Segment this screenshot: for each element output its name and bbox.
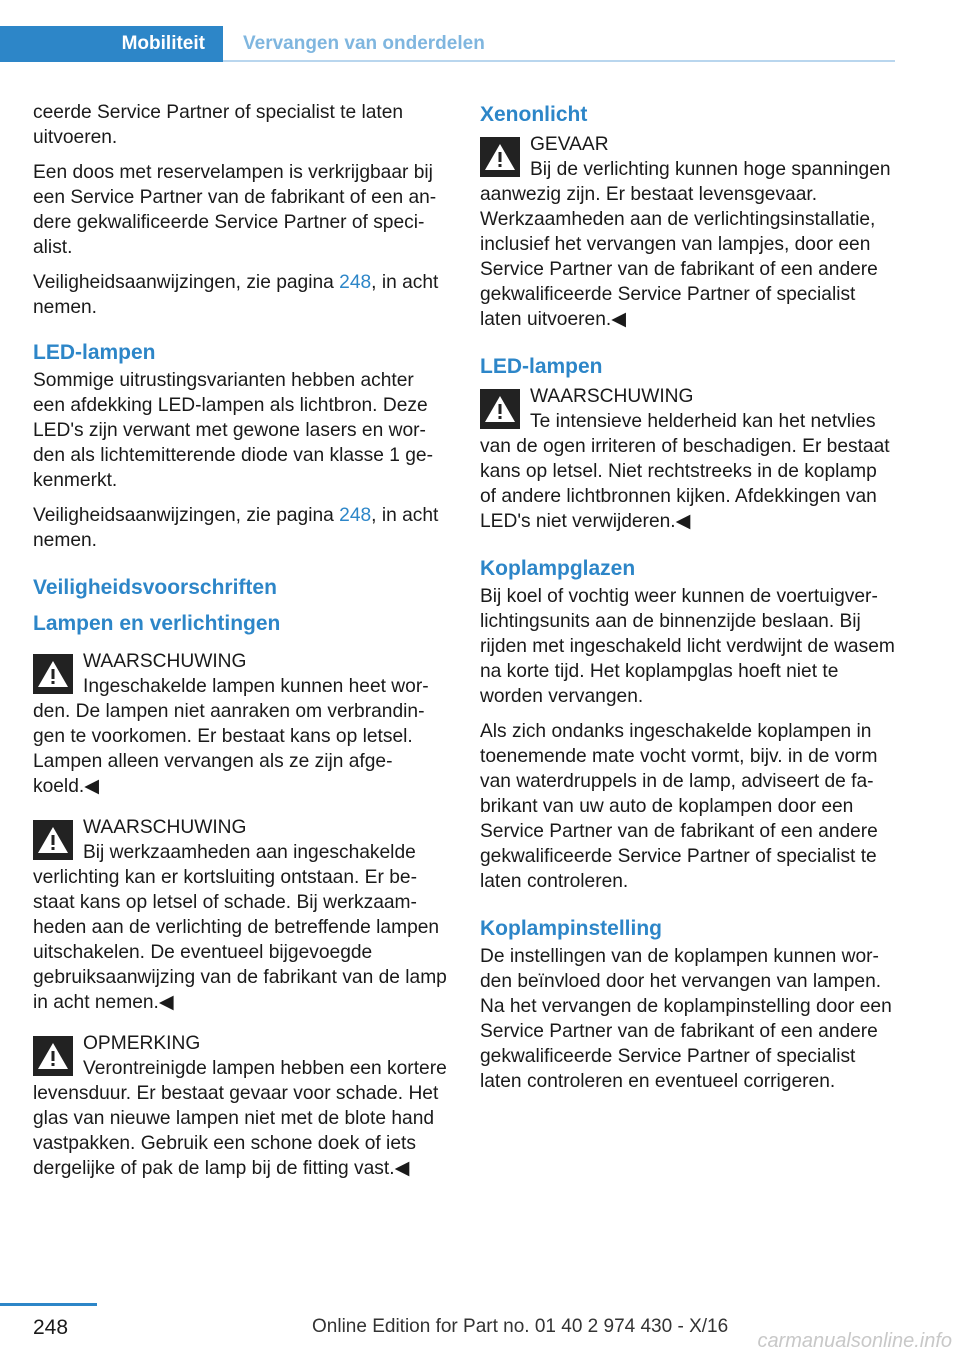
notice-text: Verontreinigde lampen hebben een kortere levensduur. Er bestaat gevaar voor schade. Het glas van nieuwe lampen niet met de blote hand vastpakken. Gebruik een schone doek of iets dergelijke of pak de lamp bij de fitting vast.◀ — [33, 1058, 447, 1179]
paragraph: Veiligheidsaanwijzingen, zie pagina 248, in acht nemen. — [33, 272, 439, 318]
edition-footer: Online Edition for Part no. 01 40 2 974 430 - X/16 — [312, 1316, 729, 1337]
warning-block — [480, 384, 896, 534]
warning-block — [33, 815, 448, 1015]
page-link[interactable]: 248 — [339, 272, 372, 293]
heading-led-lampen: LED-lampen — [480, 355, 603, 378]
paragraph: Sommige uitrustingsvarianten hebben achter een afdekking LED-lampen als lichtbron. Deze LED's zijn verwant met gewone lasers en worden als lichtemitterende diode van klasse 1 gekenmerkt. — [33, 370, 433, 491]
warning-label: WAARSCHUWING — [530, 386, 694, 407]
warning-triangle-icon — [33, 654, 73, 694]
right-column — [480, 100, 896, 1104]
watermark: carmanualsonline.info — [757, 1330, 952, 1352]
danger-label: GEVAAR — [530, 134, 609, 155]
heading-led-lampen: LED-lampen — [33, 341, 156, 364]
paragraph: Als zich ondanks ingeschakelde koplampen in toenemende mate vocht vormt, bijv. in de vorm van waterdruppels in de lamp, adviseert de fabrikant van uw auto de koplampen door een Service Partner van de fabrikant of een andere gekwalificeerde Service Partner of specialist te laten controleren. — [480, 721, 878, 892]
chapter-tab[interactable]: Mobiliteit — [0, 26, 223, 62]
heading-veiligheidsvoorschriften: Veiligheidsvoorschriften — [33, 576, 277, 599]
warning-triangle-icon — [480, 137, 520, 177]
heading-xenonlicht: Xenonlicht — [480, 103, 588, 126]
heading-koplampinstelling: Koplampinstelling — [480, 917, 663, 940]
warning-text: Bij werkzaamheden aan ingeschakelde verlichting kan er kortsluiting ontstaan. Er bestaat kans op letsel of schade. Bij werkzaamheden aan de verlichting de betreffende lampen uitschakelen. De eventueel bijgevoegde gebruiksaanwijzing van de fabrikant van de lamp in acht nemen.◀ — [33, 842, 447, 1013]
warning-text: Ingeschakelde lampen kunnen heet worden. De lampen niet aanraken om verbrandingen te voorkomen. Er bestaat kans op letsel. Lampen alleen vervangen als ze zijn afgekoeld.◀ — [33, 676, 429, 797]
warning-triangle-icon — [33, 820, 73, 860]
page-number-bar — [0, 1303, 97, 1306]
heading-koplampglazen: Koplampglazen — [480, 557, 636, 580]
danger-text: Bij de verlichting kunnen hoge spanningen aanwezig zijn. Er bestaat levensgevaar. Werkzaamheden aan de verlichtingsinstallatie, inclusief het vervangen van lampjes, door een Service Partner van de fabrikant of een andere gekwalificeerde Service Partner of specialist laten uitvoeren.◀ — [480, 159, 891, 330]
warning-text: Te intensieve helderheid kan het netvlies van de ogen irriteren of beschadigen. Er bestaat kans op letsel. Niet rechtstreeks in de koplamp of andere lichtbronnen kijken. Afdekkingen van LED's niet verwijderen.◀ — [480, 411, 890, 532]
paragraph: De instellingen van de koplampen kunnen worden beïnvloed door het vervangen van lampen. Na het vervangen de koplampinstelling door een Service Partner van de fabrikant of een andere gekwalificeerde Service Partner of specialist laten controleren en eventueel corrigeren. — [480, 946, 892, 1092]
warning-block — [33, 649, 448, 799]
paragraph: Veiligheidsaanwijzingen, zie pagina 248, in acht nemen. — [33, 505, 439, 551]
page-header — [0, 0, 895, 62]
page-number: 248 — [33, 1316, 69, 1339]
paragraph: Een doos met reservelampen is verkrijgbaar bij een Service Partner van de fabrikant of een andere gekwalificeerde Service Partner of specialist. — [33, 162, 437, 258]
header-rule — [223, 60, 895, 62]
warning-triangle-icon — [33, 1036, 73, 1076]
warning-label: WAARSCHUWING — [83, 817, 247, 838]
notice-label: OPMERKING — [83, 1033, 201, 1054]
left-column — [33, 100, 448, 1197]
page-link[interactable]: 248 — [339, 505, 372, 526]
paragraph: Bij koel of vochtig weer kunnen de voertuigverlichtingsunits aan de binnenzijde beslaan. Bij rijden met ingeschakeld licht verdwijnt de wasem na korte tijd. Het koplampglas hoeft niet te worden vervangen. — [480, 586, 895, 707]
section-title[interactable]: Vervangen van onderdelen — [243, 33, 485, 54]
danger-block — [480, 132, 896, 332]
warning-label: WAARSCHUWING — [83, 651, 247, 672]
warning-triangle-icon — [480, 389, 520, 429]
heading-lampen-en-verlichtingen: Lampen en verlichtingen — [33, 612, 281, 635]
notice-block — [33, 1031, 448, 1181]
paragraph: ceerde Service Partner of specialist te laten uitvoeren. — [33, 102, 404, 148]
